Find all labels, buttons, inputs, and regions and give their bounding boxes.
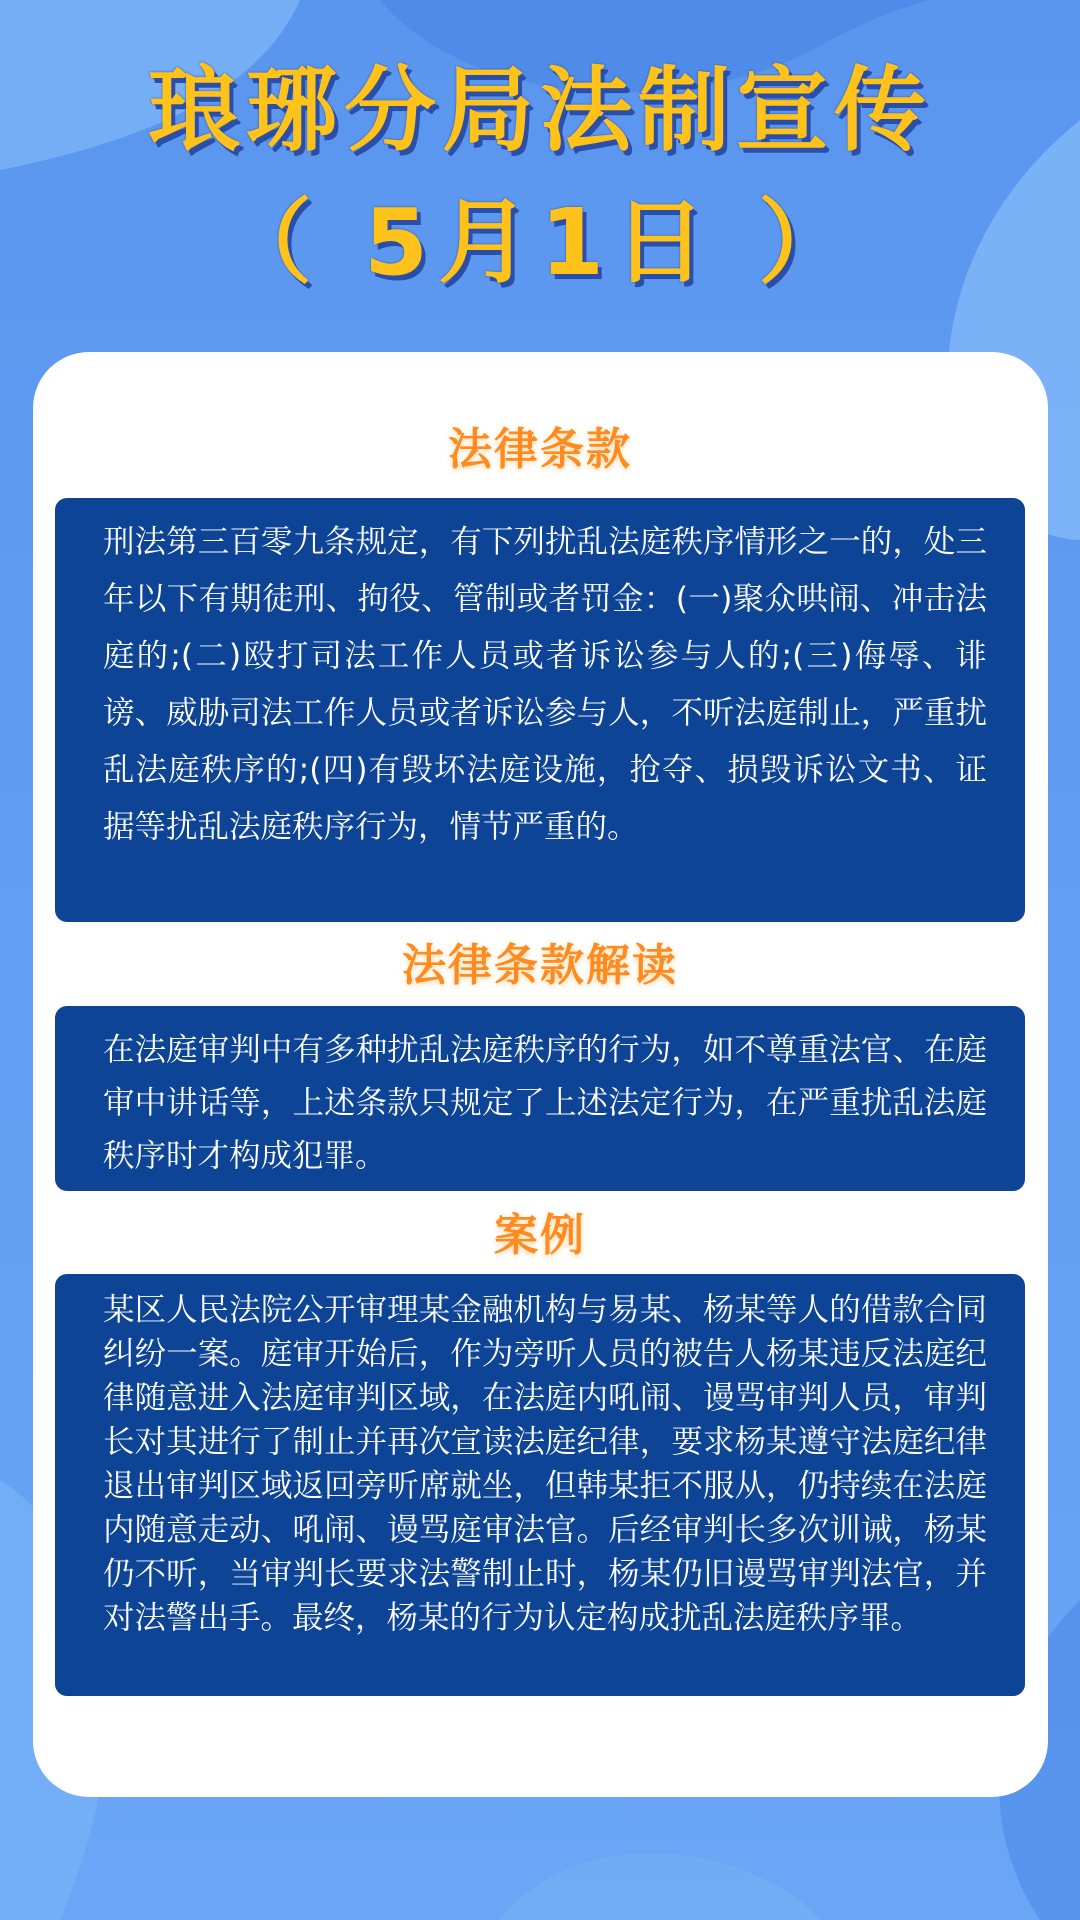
- poster-date: （ 5月1日 ）: [219, 189, 861, 296]
- legal-clause-box: [55, 498, 1025, 922]
- case-box: [55, 1274, 1025, 1696]
- section-heading-case: 案例: [494, 1210, 586, 1261]
- section-heading-legal-clause: 法律条款: [448, 424, 632, 475]
- interpretation-box: [55, 1006, 1025, 1191]
- case-text: 某区人民法院公开审理某金融机构与易某、杨某等人的借款合同纠纷一案。庭审开始后，作为旁听人员的被告人杨某违反法庭纪律随意进入法庭审判区域，在法庭内吼闹、谩骂审判人员，审判长对其进行了制止并再次宣读法庭纪律，要求杨某遵守法庭纪律退出审判区域返回旁听席就坐，但韩某拒不服从，仍持续在法庭内随意走动、吼闹、谩骂庭审法官。后经审判长多次训诫，杨某仍不听，当审判长要求法警制止时，杨某仍旧谩骂审判法官，并对法警出手。最终，杨某的行为认定构成扰乱法庭秩序罪。: [103, 1292, 987, 1636]
- interpretation-text: 在法庭审判中有多种扰乱法庭秩序的行为，如不尊重法官、在庭审中讲话等，上述条款只规定了上述法定行为，在严重扰乱法庭秩序时才构成犯罪。: [103, 1032, 987, 1174]
- legal-clause-text: 刑法第三百零九条规定，有下列扰乱法庭秩序情形之一的，处三年以下有期徒刑、拘役、管制或者罚金：(一)聚众哄闹、冲击法庭的;(二)殴打司法工作人员或者诉讼参与人的;(三)侮辱、诽谤、威胁司法工作人员或者诉讼参与人，不听法庭制止，严重扰乱法庭秩序的;(四)有毁坏法庭设施，抢夺、损毁诉讼文书、证据等扰乱法庭秩序行为，情节严重的。: [103, 524, 987, 845]
- poster-title: 琅琊分局法制宣传: [147, 57, 932, 164]
- section-heading-interpretation: 法律条款解读: [402, 940, 678, 991]
